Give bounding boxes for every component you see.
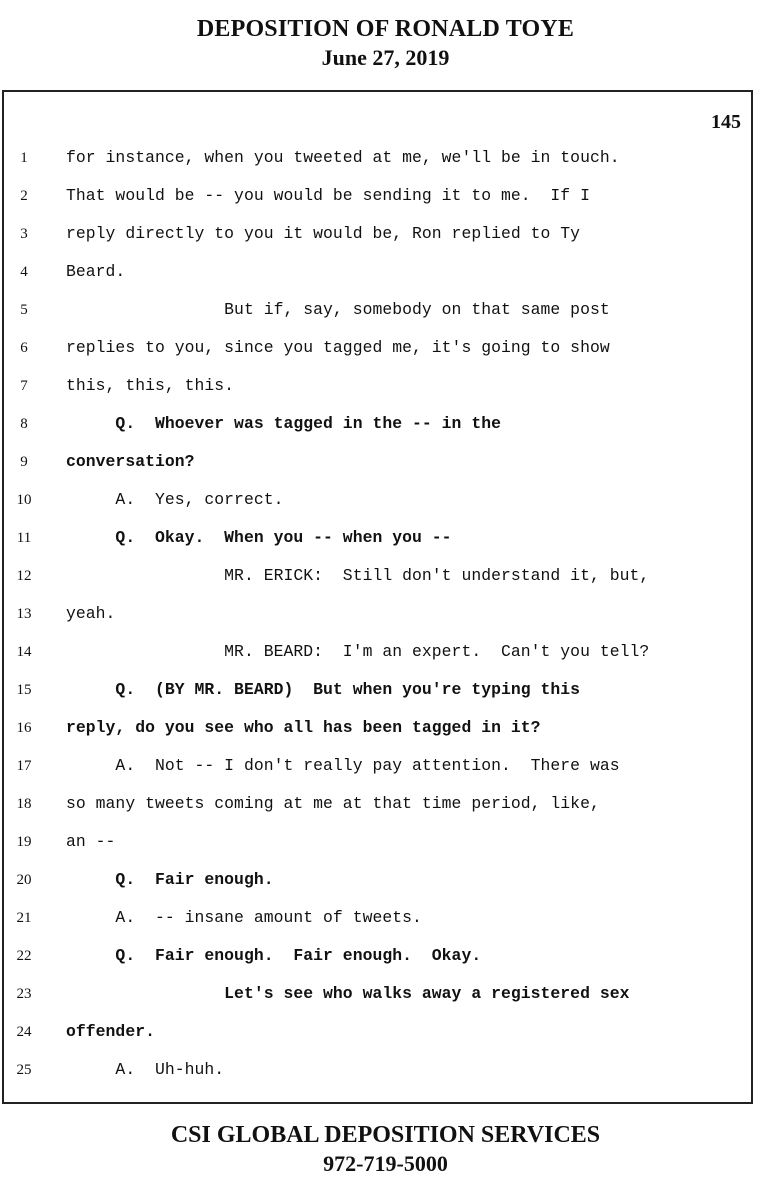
- transcript-line: [4, 260, 751, 298]
- transcript-line: [4, 754, 751, 792]
- footer-phone: 972-719-5000: [323, 1151, 448, 1176]
- transcript-line: [4, 602, 751, 640]
- transcript-line: [4, 906, 751, 944]
- deposition-title: DEPOSITION OF RONALD TOYE: [196, 16, 575, 42]
- line-text: But if, say, somebody on that same post: [66, 300, 610, 319]
- transcript-line: [4, 830, 751, 868]
- deposition-date: June 27, 2019: [321, 45, 450, 70]
- line-text: A. Yes, correct.: [66, 490, 284, 509]
- line-text: this, this, this.: [66, 376, 235, 395]
- transcript-line: [4, 488, 751, 526]
- line-number: 15: [16, 682, 32, 698]
- line-number: 23: [16, 986, 32, 1002]
- transcript-line: [4, 1020, 751, 1058]
- transcript-line: [4, 982, 751, 1020]
- transcript-line: [4, 298, 751, 336]
- transcript-line: [4, 184, 751, 222]
- line-text: That would be -- you would be sending it to me. If I: [66, 186, 590, 205]
- line-text: A. -- insane amount of tweets.: [66, 908, 422, 927]
- line-number: 13: [16, 606, 32, 622]
- page-header: [0, 14, 771, 72]
- line-text: MR. BEARD: I'm an expert. Can't you tell?: [66, 642, 650, 661]
- line-number: 12: [16, 568, 32, 584]
- line-text: offender.: [66, 1022, 155, 1041]
- line-text: Beard.: [66, 262, 126, 281]
- transcript-line: [4, 640, 751, 678]
- line-text: an --: [66, 832, 116, 851]
- page-footer: [0, 1120, 771, 1178]
- line-text: Q. Fair enough. Fair enough. Okay.: [66, 946, 482, 965]
- line-text: so many tweets coming at me at that time period, like,: [66, 794, 600, 813]
- transcript-line: [4, 450, 751, 488]
- line-number: 5: [20, 302, 28, 318]
- transcript-line: [4, 868, 751, 906]
- line-number: 10: [16, 492, 32, 508]
- transcript-lines: [4, 146, 751, 1096]
- line-text: conversation?: [66, 452, 195, 471]
- line-number: 24: [16, 1024, 32, 1040]
- line-number: 9: [20, 454, 28, 470]
- line-text: A. Not -- I don't really pay attention. There was: [66, 756, 620, 775]
- line-number: 20: [16, 872, 32, 888]
- line-text: A. Uh-huh.: [66, 1060, 225, 1079]
- line-number: 25: [16, 1062, 32, 1078]
- transcript-line: [4, 336, 751, 374]
- line-number: 4: [20, 264, 28, 280]
- line-number: 14: [16, 644, 32, 660]
- line-text: Q. Okay. When you -- when you --: [66, 528, 452, 547]
- line-text: Q. Whoever was tagged in the -- in the: [66, 414, 501, 433]
- transcript-line: [4, 678, 751, 716]
- page-number: 145: [711, 111, 741, 133]
- transcript-line: [4, 374, 751, 412]
- line-number: 19: [16, 834, 32, 850]
- line-text: Q. (BY MR. BEARD) But when you're typing this: [66, 680, 581, 699]
- line-number: 3: [20, 226, 28, 242]
- transcript-line: [4, 1058, 751, 1096]
- footer-company: CSI GLOBAL DEPOSITION SERVICES: [170, 1122, 601, 1148]
- line-text: Q. Fair enough.: [66, 870, 274, 889]
- line-number: 17: [16, 758, 32, 774]
- transcript-line: [4, 222, 751, 260]
- transcript-line: [4, 716, 751, 754]
- line-text: yeah.: [66, 604, 116, 623]
- transcript-line: [4, 412, 751, 450]
- line-text: for instance, when you tweeted at me, we'll be in touch.: [66, 148, 620, 167]
- line-number: 6: [20, 340, 28, 356]
- transcript-line: [4, 944, 751, 982]
- line-text: replies to you, since you tagged me, it's going to show: [66, 338, 610, 357]
- line-text: reply, do you see who all has been tagged in it?: [66, 718, 541, 737]
- line-number: 8: [20, 416, 28, 432]
- line-text: Let's see who walks away a registered sex: [66, 984, 630, 1003]
- line-number: 22: [16, 948, 32, 964]
- line-number: 18: [16, 796, 32, 812]
- transcript-line: [4, 564, 751, 602]
- line-text: reply directly to you it would be, Ron replied to Ty: [66, 224, 581, 243]
- line-number: 2: [20, 188, 28, 204]
- line-number: 21: [16, 910, 32, 926]
- line-number: 16: [16, 720, 32, 736]
- line-text: MR. ERICK: Still don't understand it, but,: [66, 566, 650, 585]
- transcript-line: [4, 792, 751, 830]
- line-number: 1: [20, 150, 28, 166]
- line-number: 7: [20, 378, 28, 394]
- transcript-line: [4, 146, 751, 184]
- transcript-line: [4, 526, 751, 564]
- transcript-page: [2, 90, 753, 1104]
- line-number: 11: [16, 530, 32, 546]
